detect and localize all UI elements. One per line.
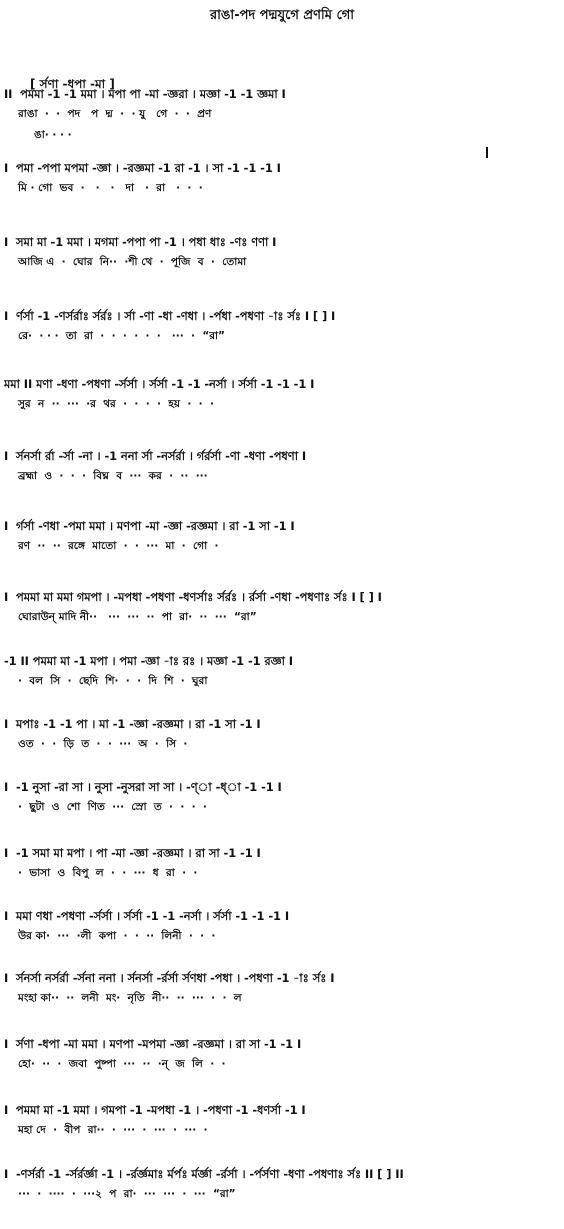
notation-row-3 [4,234,560,278]
sargam-line: I র্সণা -ধপা -মা মমা । মণপা -মপমা -জ্ঞা -রজ্ঞমা । রা সা -1 -1 I [4,1037,302,1051]
notation-row-6 [4,448,560,492]
intro-lyrics: ঙা· · · · [34,129,72,141]
sargam-line: I পমমা মা মমা গমপা । -মপধা -পধণা -ধণর্সাঃ র্সর্রঃ । র্রর্সা -ণধা -পধণাঃ র্সঃ I [ ] I [4,590,382,604]
notation-row-12 [4,845,560,889]
lyric-line: ঘোরাউন্ মাদি নী·· ··· ··· ·· পা রা· ·· ··· “রা” [18,611,257,623]
sargam-line: I র্সনর্সা নর্সর্রা -র্সনা ননা । র্সনর্সা -র্রর্সা র্সণধা -পধা । -পধণা -1 -াঃ র্সঃ I [4,971,335,985]
sargam-line: I -ণর্সর্রা -1 -র্সর্রর্জ্ঞা -1 । -র্রর্জ্ঞমাঃ র্মর্পঃ র্মর্জ্ঞা -র্রর্সা । -র্পর্সণা -ধণা -পধণাঃ র্সঃ II [ ] II [4,1167,404,1181]
sargam-line: I মমা ণধা -পধণা -র্সর্সা । র্সর্সা -1 -1 -নর্সা । র্সর্সা -1 -1 -1 I [4,909,289,923]
notation-row-8 [4,589,560,633]
lyric-line: হো· ·· · জবা পুষ্পা ··· ·· ·ন্ জ লি · · [18,1058,226,1070]
notation-row-14 [4,970,560,1014]
sargam-line: I র্ণর্সা -1 -ণর্সর্রাঃ র্সর্রঃ । র্সা -ণা -ধা -ণধা । -র্পধা -পধণা -াঃ র্সঃ I [ ] I [4,309,336,323]
sargam-line: I পমমা মা -1 মমা । গমপা -1 -মপধা -1 । -পধণা -1 -ধণর্সা -1 I [4,1103,306,1117]
notation-row-16 [4,1102,560,1146]
notation-row-13 [4,908,560,952]
sargam-line: -1 II পমমা মা -1 মপা । পমা -জ্ঞা -াঃ রঃ । মজ্ঞা -1 -1 রজ্ঞা I [4,654,293,668]
lyric-line: মহা দে · বীপ রা·· · ··· · ··· · ··· · [18,1124,208,1136]
lyric-line: ··· · ···· · ···২ প রা· ··· ··· · ··· “রা” [18,1188,236,1200]
notation-row-11 [4,779,560,823]
sargam-line: I -1 সমা মা মপা । পা -মা -জ্ঞা -রজ্ঞমা । রা সা -1 -1 I [4,846,261,860]
sargam-line: মমা II মণা -ধণা -পধণা -র্সর্সা । র্সর্সা -1 -1 -নর্সা । র্সর্সা -1 -1 -1 I [4,377,315,391]
lyric-line: · ছুটা ও শো ণিত ··· স্রো ত · · · · [18,801,207,813]
sargam-line: II পমমা -1 -1 মমা । মপা পা -মা -জ্ঞরা । মজ্ঞা -1 -1 জ্ঞমা I [4,87,286,101]
lyric-line: রাঙা · · পদ প দ্ম · · যু গে · · প্রণ [18,108,212,120]
notation-row-1 [4,86,560,130]
lyric-line: রে· · · · তা রা · · · · · · ··· · “রা” [18,330,225,342]
notation-row-4 [4,308,560,352]
notation-row-10 [4,716,560,760]
lyric-line: · বল সি · ছেদি শি· · · দি শি · ঘুরা [18,675,208,687]
lyric-line: আজি এ · ঘোর নি·· ·শী থে · পূজি ব · তোমা [18,256,247,268]
lyric-line: রণ ·· ·· রঙ্গে মাতো · · ··· মা · গো · [18,540,219,552]
notation-row-2 [4,160,560,204]
notation-row-5 [4,376,560,420]
intro-notes: [ র্সণা -ধপা -মা ] [30,77,115,91]
notation-row-15 [4,1036,560,1080]
sargam-line: I -1 নুসা -রা সা । নুসা -নুসরা সা সা । -ণ্া -ধ্া -1 -1 I [4,780,282,794]
sargam-line: I পমা -পপা মপমা -জ্ঞা । -রজ্ঞমা -1 রা -1 । সা -1 -1 -1 I [4,161,281,175]
lyric-line: উর কা· ··· ·লী কপা · · ·· লিনী · · · [18,930,216,942]
page-title: রাঙা-পদ পদ্মযুগে প্রণমি গো [209,8,355,23]
lyric-line: মি · গো ভব · · · দা · রা · · · [18,182,203,194]
lyric-line: · ভাসা ও বিপু ল · · ··· ধ রা · · [18,867,198,879]
sargam-line: I সমা মা -1 মমা । মগমা -পপা পা -1 । পধা ধাঃ -ণঃ ণণা I [4,235,277,249]
lyric-line: সুর ন ·· ··· ·র থর · · · · হয় · · · [18,398,214,410]
notation-row-7 [4,518,560,562]
notation-row-17 [4,1166,560,1210]
sargam-line: I মপাঃ -1 -1 পা । মা -1 -জ্ঞা -রজ্ঞমা । রা -1 সা -1 I [4,717,261,731]
lyric-line: মংহা কা·· ·· লনী মং· নৃতি নী·· ·· ··· · · ল [18,992,242,1004]
vertical-mark [486,147,488,158]
sargam-line: I র্গর্সা -ণধা -পমা মমা । মণপা -মা -জ্ঞা -রজ্ঞমা । রা -1 সা -1 I [4,519,295,533]
sargam-line: I র্সনর্সা র্রা -র্সা -না । -1 ননা র্সা -নর্সর্রা । র্গর্রর্সা -ণা -ধণা -পধণা I [4,449,307,463]
lyric-line: ব্রহ্মা ও · · · বিঘ্ন ব ··· কর · ·· ··· [18,470,208,482]
notation-row-9 [4,653,560,697]
lyric-line: ওত · · ড়ি ত · · ··· অ · সি · [18,738,188,750]
